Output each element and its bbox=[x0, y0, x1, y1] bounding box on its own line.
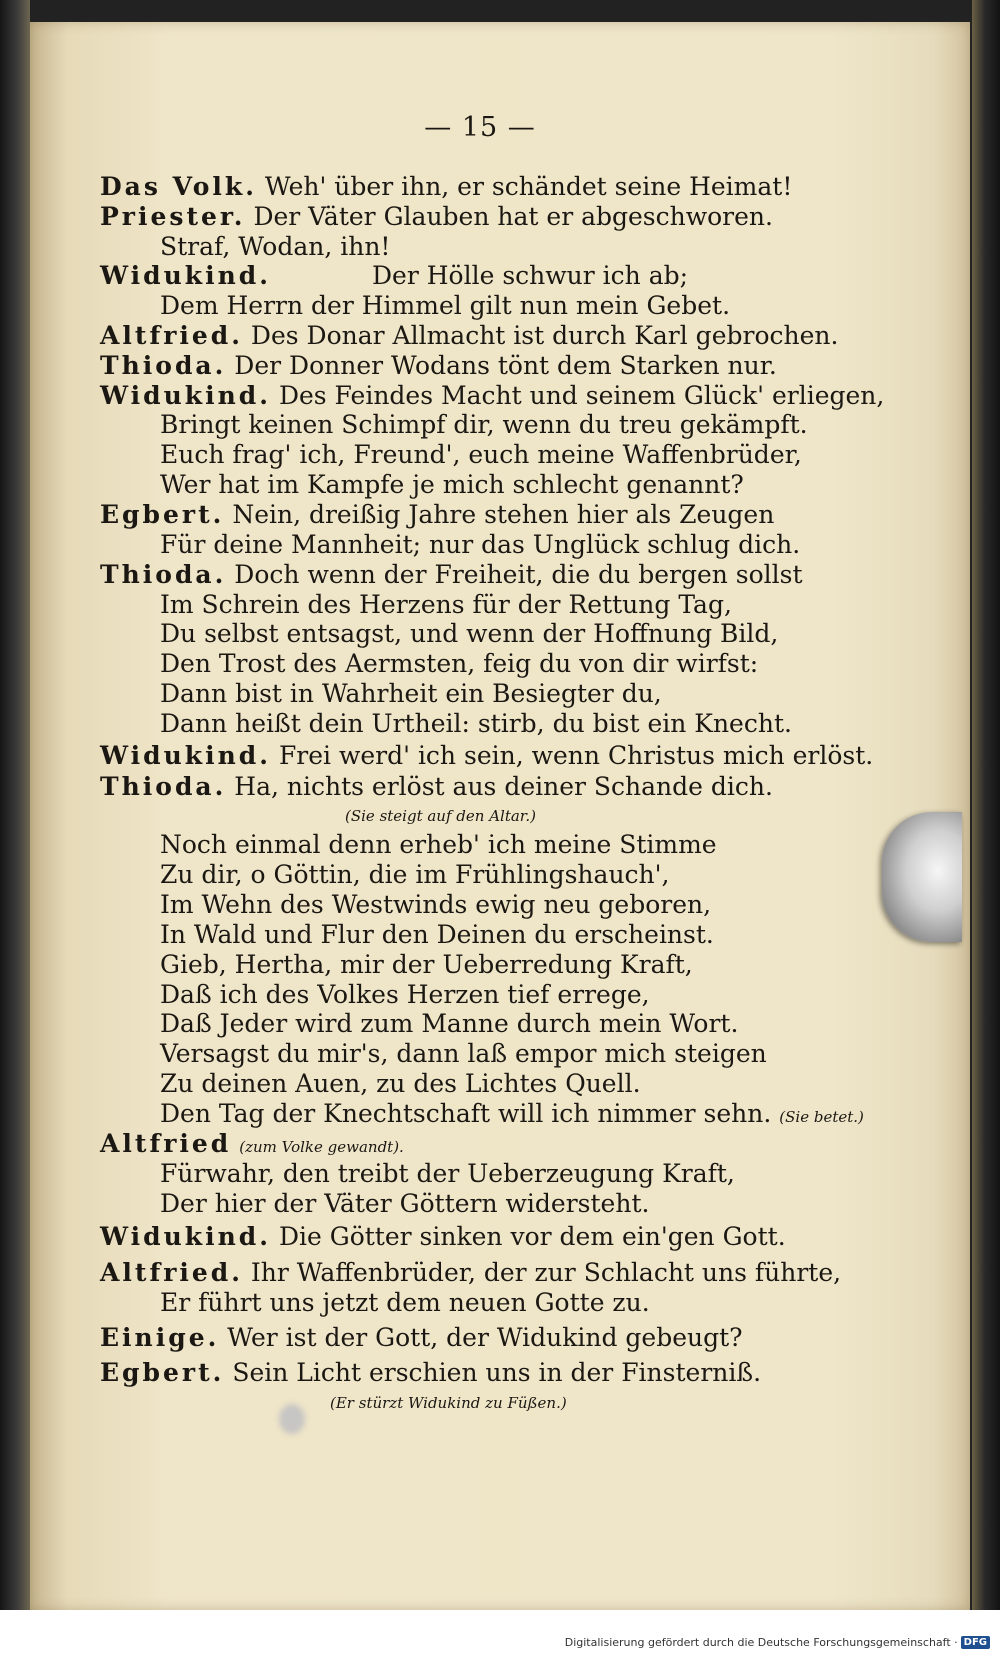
line-text: Ihr Waffenbrüder, der zur Schlacht uns führte, bbox=[250, 1258, 842, 1287]
line-text: Wer hat im Kampfe je mich schlecht genannt? bbox=[160, 470, 744, 499]
line-text: Straf, Wodan, ihn! bbox=[160, 232, 391, 261]
stage-direction: (zum Volke gewandt). bbox=[239, 1138, 404, 1156]
page-number: — 15 — bbox=[424, 112, 536, 143]
line-text: Versagst du mir's, dann laß empor mich steigen bbox=[160, 1039, 767, 1068]
verse-line bbox=[160, 1069, 641, 1098]
line-text: Den Trost des Aermsten, feig du von dir wirfst: bbox=[160, 649, 759, 678]
verse-line bbox=[100, 560, 803, 589]
line-text: Gieb, Hertha, mir der Ueberredung Kraft, bbox=[160, 950, 693, 979]
verse-line bbox=[160, 950, 693, 979]
line-text: Für deine Mannheit; nur das Unglück schlug dich. bbox=[160, 530, 801, 559]
verse-line bbox=[160, 590, 732, 619]
verse-line bbox=[160, 920, 714, 949]
line-text: Der Donner Wodans tönt dem Starken nur. bbox=[234, 351, 777, 380]
verse-line bbox=[160, 830, 717, 859]
speaker-name: Widukind. bbox=[100, 381, 271, 410]
line-text: Dem Herrn der Himmel gilt nun mein Gebet. bbox=[160, 291, 731, 320]
dfg-logo: DFG bbox=[961, 1636, 990, 1649]
verse-line bbox=[160, 530, 800, 559]
verse-line bbox=[160, 1009, 738, 1038]
speaker-name: Egbert. bbox=[100, 1358, 225, 1387]
line-text: Du selbst entsagst, und wenn der Hoffnung Bild, bbox=[160, 619, 779, 648]
verse-line bbox=[160, 1189, 649, 1218]
line-text: In Wald und Flur den Deinen du erscheinst. bbox=[160, 920, 714, 949]
verse-line bbox=[100, 1222, 786, 1251]
line-text: Daß Jeder wird zum Manne durch mein Wort. bbox=[160, 1009, 739, 1038]
line-text: Noch einmal denn erheb' ich meine Stimme bbox=[160, 830, 717, 859]
speaker-name: Widukind. bbox=[100, 261, 271, 290]
line-text: Nein, dreißig Jahre stehen hier als Zeugen bbox=[232, 500, 775, 529]
stage-direction: (Sie betet.) bbox=[779, 1108, 864, 1126]
speaker-name: Thioda. bbox=[100, 560, 227, 589]
verse-line bbox=[372, 261, 688, 290]
line-text: Der Hölle schwur ich ab; bbox=[372, 261, 689, 290]
verse-line bbox=[160, 619, 778, 648]
verse-line bbox=[100, 321, 838, 350]
speaker-name: Egbert. bbox=[100, 500, 225, 529]
speaker-name: Thioda. bbox=[100, 351, 227, 380]
line-text: Dann bist in Wahrheit ein Besiegter du, bbox=[160, 679, 662, 708]
speaker-name: Priester. bbox=[100, 202, 246, 231]
verse-line bbox=[160, 980, 650, 1009]
verse-line bbox=[100, 202, 773, 231]
verse-line bbox=[100, 500, 774, 529]
line-text: Im Schrein des Herzens für der Rettung Tag, bbox=[160, 590, 732, 619]
verse-line bbox=[160, 1099, 864, 1128]
verse-line bbox=[100, 1358, 761, 1387]
line-text: Zu dir, o Göttin, die im Frühlingshauch', bbox=[160, 860, 670, 889]
verse-line bbox=[100, 172, 792, 201]
verse-line bbox=[160, 679, 662, 708]
speaker-name: Altfried. bbox=[100, 321, 243, 350]
line-text: Die Götter sinken vor dem ein'gen Gott. bbox=[278, 1222, 786, 1251]
stage-direction: (Sie steigt auf den Altar.) bbox=[345, 807, 536, 825]
line-text: Wer ist der Gott, der Widukind gebeugt? bbox=[227, 1323, 743, 1352]
speaker-name: Altfried bbox=[100, 1129, 232, 1158]
verse-line bbox=[160, 890, 711, 919]
stage-direction: (Er stürzt Widukind zu Füßen.) bbox=[330, 1394, 567, 1412]
line-text: Der Väter Glauben hat er abgeschworen. bbox=[253, 202, 773, 231]
verse-line bbox=[160, 410, 808, 439]
verse-line bbox=[160, 440, 802, 469]
line-text: Frei werd' ich sein, wenn Christus mich erlöst. bbox=[278, 741, 874, 770]
verse-line bbox=[160, 649, 758, 678]
verse-line bbox=[160, 860, 669, 889]
verse-line bbox=[100, 1323, 743, 1352]
line-text: Sein Licht erschien uns in der Finsterniß. bbox=[232, 1358, 762, 1387]
line-text: Des Donar Allmacht ist durch Karl gebrochen. bbox=[250, 321, 839, 350]
speaker-name: Widukind. bbox=[100, 741, 271, 770]
verse-line bbox=[160, 232, 390, 261]
line-text: Der hier der Väter Göttern widersteht. bbox=[160, 1189, 650, 1218]
line-text: Des Feindes Macht und seinem Glück' erliegen, bbox=[278, 381, 885, 410]
speaker-name: Widukind. bbox=[100, 1222, 271, 1251]
verse-line bbox=[100, 261, 271, 290]
verse-line bbox=[100, 772, 773, 801]
line-text: Daß ich des Volkes Herzen tief errege, bbox=[160, 980, 650, 1009]
line-text: Doch wenn der Freiheit, die du bergen sollst bbox=[234, 560, 803, 589]
line-text: Fürwahr, den treibt der Ueberzeugung Kraft, bbox=[160, 1159, 735, 1188]
line-text: Ha, nichts erlöst aus deiner Schande dich. bbox=[234, 772, 773, 801]
speaker-name: Das Volk. bbox=[100, 172, 257, 201]
verse-line bbox=[160, 1159, 735, 1188]
line-text: Er führt uns jetzt dem neuen Gotte zu. bbox=[160, 1288, 650, 1317]
line-text: Bringt keinen Schimpf dir, wenn du treu gekämpft. bbox=[160, 410, 808, 439]
verse-line bbox=[100, 1129, 404, 1158]
verse-line bbox=[100, 741, 873, 770]
verse-line bbox=[160, 470, 744, 499]
line-text: Im Wehn des Westwinds ewig neu geboren, bbox=[160, 890, 712, 919]
line-text: Den Tag der Knechtschaft will ich nimmer sehn. bbox=[160, 1099, 772, 1128]
verse-line bbox=[100, 351, 777, 380]
verse-line bbox=[160, 1039, 767, 1068]
viewer-footer-bar bbox=[0, 1610, 1000, 1657]
line-text: Weh' über ihn, er schändet seine Heimat! bbox=[264, 172, 793, 201]
speaker-name: Einige. bbox=[100, 1323, 220, 1352]
verse-line bbox=[100, 381, 884, 410]
speaker-name: Altfried. bbox=[100, 1258, 243, 1287]
verse-line bbox=[100, 1258, 841, 1287]
funding-credit bbox=[565, 1636, 990, 1649]
line-text: Euch frag' ich, Freund', euch meine Waffenbrüder, bbox=[160, 440, 802, 469]
speaker-name: Thioda. bbox=[100, 772, 227, 801]
verse-line bbox=[160, 291, 730, 320]
verse-line bbox=[160, 709, 792, 738]
funding-credit-text: Digitalisierung gefördert durch die Deutsche Forschungsgemeinschaft · bbox=[564, 1636, 958, 1649]
line-text: Dann heißt dein Urtheil: stirb, du bist ein Knecht. bbox=[160, 709, 792, 738]
line-text: Zu deinen Auen, zu des Lichtes Quell. bbox=[160, 1069, 641, 1098]
verse-line bbox=[160, 1288, 650, 1317]
